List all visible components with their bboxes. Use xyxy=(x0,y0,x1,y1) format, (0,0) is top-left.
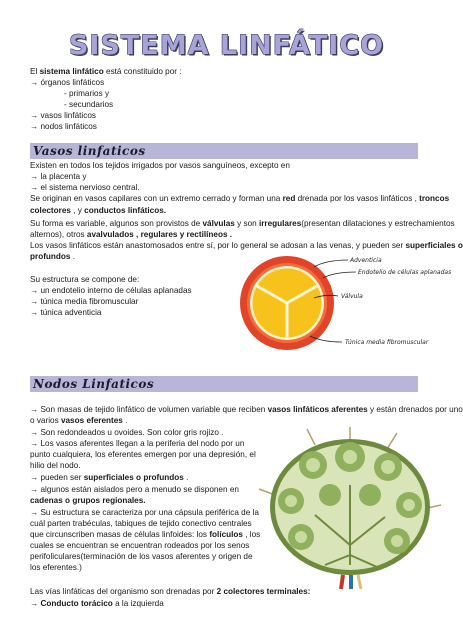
label-valvula: Válvula xyxy=(341,293,363,300)
artery xyxy=(341,575,343,589)
lymph-vessel-diagram xyxy=(230,250,452,360)
lymph-node-illustration xyxy=(255,425,445,590)
nodos-text: → Conducto torácico a la izquierda xyxy=(30,599,164,608)
label-pointer xyxy=(314,260,348,267)
intro-item-nodos: → nodos linfáticos xyxy=(30,122,97,131)
vasos-text: → túnica adventicia xyxy=(30,308,102,317)
section-heading-vasos xyxy=(30,143,418,159)
nodos-text: → Son redondeados u ovoides. Son color gris rojizo . xyxy=(30,428,224,437)
vasos-text: Los vasos linfáticos están anastomosados entre sí, por lo general se adosan a las venas, y pueden ser superficiales o xyxy=(30,241,463,250)
nodos-text: punto cualquiera, los eferentes emergen por una depresión, el xyxy=(30,450,256,459)
section-title-nodos: Nodos Linfaticos xyxy=(33,377,155,391)
vasos-text: Su forma es variable, algunos son provistos de válvulas y son irregulares(presentan dilataciones y estrechamientos xyxy=(30,219,455,228)
nodos-text: o varios vasos eferentes . xyxy=(30,416,128,425)
section-heading-nodos xyxy=(30,376,418,392)
section-title-vasos: Vasos linfaticos xyxy=(33,144,146,158)
nodos-text: → Son masas de tejido linfático de volumen variable que reciben vasos linfáticos aferentes y están drenados por uno xyxy=(30,405,463,414)
nodos-text: cuál parten trabéculas, tabiques de tejido conectivo centrales xyxy=(30,519,252,528)
vasos-text: Su estructura se compone de: xyxy=(30,275,140,284)
nodos-text: → algunos están aislados pero a menudo se disponen en xyxy=(30,485,239,494)
vasos-text: colectores , y conductos linfáticos. xyxy=(30,206,167,215)
intro-item-organos: → órganos linfáticos xyxy=(30,78,105,87)
nodos-text: perifoliculares(terminación de los vasos aferentes y origen de xyxy=(30,552,253,561)
label-endotelio: Endotelio de células aplanadas xyxy=(358,269,452,276)
nodos-text: los eferentes.) xyxy=(30,563,82,572)
nodos-text: → Los vasos aferentes llegan a la periferia del nodo por un xyxy=(30,439,245,448)
nodos-text: Las vías linfáticas del organismo son drenadas por 2 colectores terminales: xyxy=(30,587,311,596)
vasos-text: → el sistema nervioso central. xyxy=(30,183,140,192)
vasos-text: Se originan en vasos capilares con un extremo cerrado y forman una red drenada por los vasos linfáticos , troncos xyxy=(30,194,450,203)
label-pointer xyxy=(323,272,356,278)
label-tunica: Túnica media fibromuscular xyxy=(345,339,429,346)
vasos-text: → un endotelio interno de células aplanadas xyxy=(30,286,192,295)
efferent-vessel xyxy=(358,575,361,589)
vasos-text: profundos . xyxy=(30,252,76,261)
vasos-text: → túnica media fibromuscular xyxy=(30,297,139,306)
page-title: SISTEMA LINFÁTICO xyxy=(68,30,385,61)
nodos-text: que circunscriben masas de células linfoides: los folículos , los xyxy=(30,530,261,539)
vasos-text: Existen en todos los tejidos irrigados por vasos sanguíneos, excepto en xyxy=(30,161,290,170)
intro-item-primarios: - primarios y xyxy=(64,89,110,98)
nodos-text: cadenas o grupos regionales. xyxy=(30,496,146,505)
nodos-text: → Su estructura se caracteriza por una cápsula periférica de la xyxy=(30,508,259,517)
intro-line: El sistema linfático está constituido por : xyxy=(30,67,182,76)
nodos-text: → pueden ser superficiales o profundos . xyxy=(30,473,189,482)
intro-item-vasos: → vasos linfáticos xyxy=(30,111,96,120)
intro-item-secundarios: - secundarios xyxy=(64,100,114,109)
nodos-text: cuales se encuentran se encuentran rodeados por los senos xyxy=(30,541,250,550)
nodos-text: hilio del nodo. xyxy=(30,461,81,470)
vasos-text: → la placenta y xyxy=(30,172,87,181)
vasos-text: alternos), otros avalvulados , regulares y rectilíneos . xyxy=(30,230,233,239)
label-adventicia: Adventicia xyxy=(350,257,382,264)
